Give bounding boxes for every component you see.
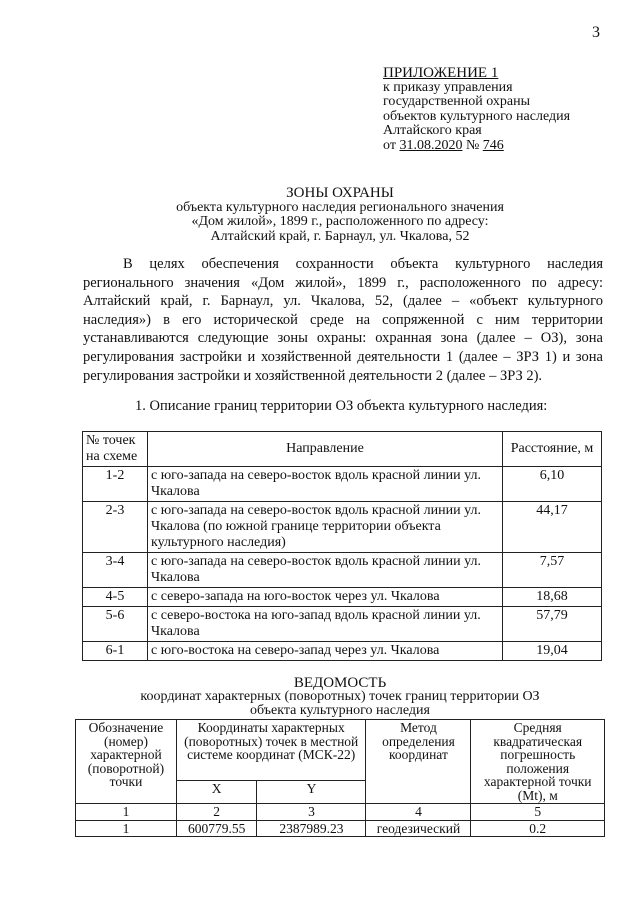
header-designation: Обозначение (номер) характерной (поворотной) точки <box>76 720 177 804</box>
table-row <box>83 502 602 553</box>
appendix-block <box>383 66 570 153</box>
row-distance: 44,17 <box>503 502 602 553</box>
header-points: № точек на схеме <box>83 432 148 467</box>
appendix-line: государственной охраны <box>383 94 531 109</box>
table-row <box>83 607 602 642</box>
title-line: «Дом жилой», 1899 г., расположенного по адресу: <box>191 214 489 229</box>
row-points: 3-4 <box>83 553 148 588</box>
col-number: 4 <box>366 804 471 821</box>
order-number: 746 <box>482 137 504 153</box>
header-direction: Направление <box>148 432 503 467</box>
vedomost-line: объекта культурного наследия <box>250 703 430 718</box>
col-number: 5 <box>471 804 605 821</box>
row-distance: 6,10 <box>503 467 602 502</box>
header-y: Y <box>257 780 366 803</box>
table-header-row <box>83 432 602 467</box>
row-points: 1-2 <box>83 467 148 502</box>
vedomost-heading <box>40 676 640 718</box>
header-method: Метод определения координат <box>366 720 471 804</box>
row-direction: с юго-запада на северо-восток вдоль красной линии ул. Чкалова <box>148 467 503 502</box>
appendix-heading: ПРИЛОЖЕНИЕ 1 <box>383 65 499 81</box>
col-number: 3 <box>257 804 366 821</box>
vedomost-line: координат характерных (поворотных) точек границ территории ОЗ <box>140 689 540 704</box>
cell-y: 2387989.23 <box>257 820 366 837</box>
document-title <box>40 186 640 244</box>
intro-paragraph: В целях обеспечения сохранности объекта культурного наследия регионального значения «Дом жилой», 1899 г., расположенного по адресу: Алтайский край, г. Барнаул, ул. Чкалова, 52, (далее – «объект культурного наследия») в его исторической среде на сопряженной с ним территории устанавливаются следующие зоны охраны: охранная зона (далее – ОЗ), зона регулирования застройки и хозяйственной деятельности 1 (далее – ЗРЗ 1) и зона регулирования застройки и хозяйственной деятельности 2 (далее – ЗРЗ 2). <box>83 256 603 384</box>
row-direction: с юго-востока на северо-запад через ул. Чкалова <box>148 642 503 661</box>
appendix-line: Алтайского края <box>383 123 482 138</box>
header-coordinates: Координаты характерных (поворотных) точек в местной системе координат (МСК-22) <box>176 720 366 781</box>
title-main: ЗОНЫ ОХРАНЫ <box>286 185 394 201</box>
cell-error: 0.2 <box>471 820 605 837</box>
appendix-line: объектов культурного наследия <box>383 108 571 124</box>
row-direction: с северо-востока на юго-запад вдоль красной линии ул. Чкалова <box>148 607 503 642</box>
appendix-date-line <box>383 139 570 154</box>
table-row <box>83 588 602 607</box>
row-points: 2-3 <box>83 502 148 553</box>
cell-method: геодезический <box>366 820 471 837</box>
coordinates-table <box>75 719 605 837</box>
header-error: Средняя квадратическая погрешность положения характерной точки (Mt), м <box>471 720 605 804</box>
coords-numbering-row <box>76 804 605 821</box>
cell-x: 600779.55 <box>176 820 257 837</box>
table-row <box>76 820 605 837</box>
row-distance: 19,04 <box>503 642 602 661</box>
table-row <box>83 467 602 502</box>
appendix-line: к приказу управления <box>383 79 513 95</box>
table-row <box>83 553 602 588</box>
cell-point: 1 <box>76 820 177 837</box>
header-x: X <box>176 780 257 803</box>
row-direction: с юго-запада на северо-восток вдоль красной линии ул. Чкалова (по южной границе территории объекта культурного наследия) <box>148 502 503 553</box>
row-distance: 7,57 <box>503 553 602 588</box>
borders-table <box>82 431 602 661</box>
row-points: 4-5 <box>83 588 148 607</box>
date-prefix: от <box>383 137 400 153</box>
section-heading: 1. Описание границ территории ОЗ объекта культурного наследия: <box>135 398 548 414</box>
row-points: 6-1 <box>83 642 148 661</box>
row-distance: 18,68 <box>503 588 602 607</box>
table-row <box>83 642 602 661</box>
title-line: Алтайский край, г. Барнаул, ул. Чкалова, 52 <box>210 228 470 244</box>
col-number: 2 <box>176 804 257 821</box>
row-direction: с северо-запада на юго-восток через ул. Чкалова <box>148 588 503 607</box>
order-date: 31.08.2020 <box>399 137 463 153</box>
number-prefix: № <box>462 137 483 153</box>
row-direction: с юго-запада на северо-восток вдоль красной линии ул. Чкалова <box>148 553 503 588</box>
col-number: 1 <box>76 804 177 821</box>
title-line: объекта культурного наследия регионального значения <box>176 199 504 215</box>
row-points: 5-6 <box>83 607 148 642</box>
page-number: 3 <box>592 24 600 41</box>
row-distance: 57,79 <box>503 607 602 642</box>
coords-header-row <box>76 720 605 781</box>
header-distance: Расстояние, м <box>503 432 602 467</box>
vedomost-title: ВЕДОМОСТЬ <box>293 675 387 691</box>
